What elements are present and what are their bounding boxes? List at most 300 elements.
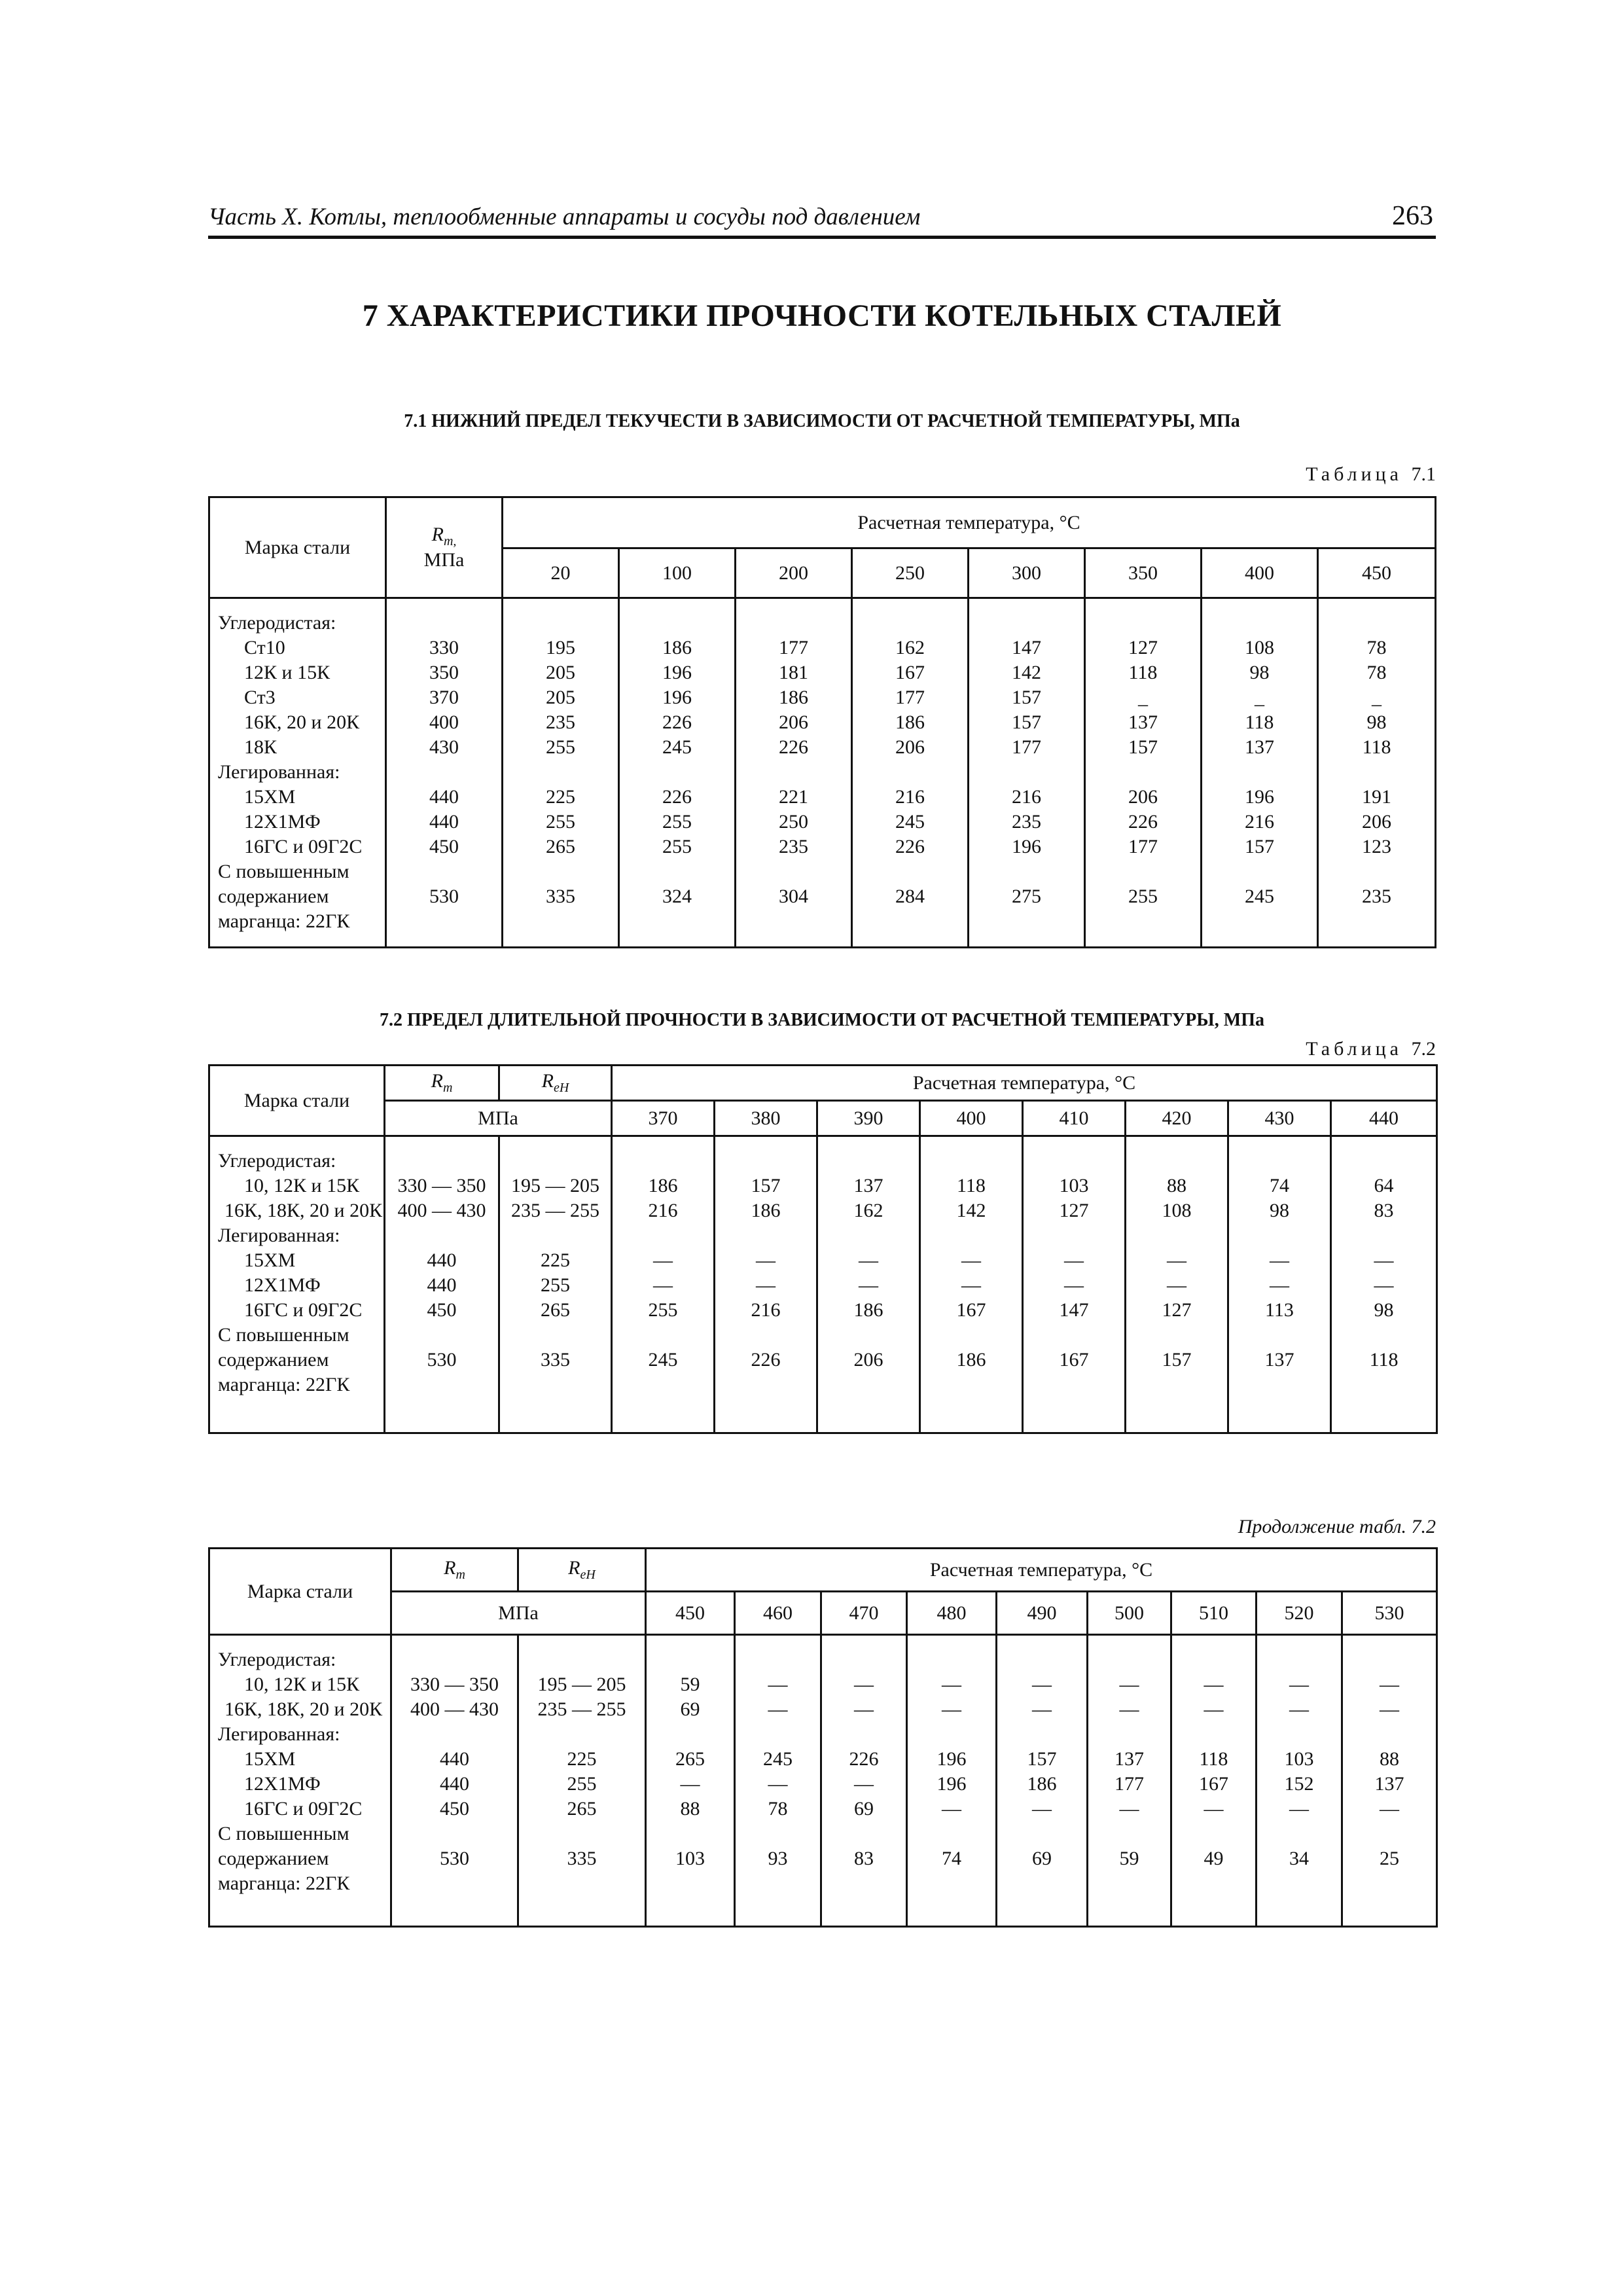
table-cell bbox=[736, 1871, 820, 1896]
steel-name: С повышенным bbox=[218, 861, 349, 882]
table-cell: 98 bbox=[1366, 711, 1387, 733]
steel-name: Легированная: bbox=[218, 1225, 340, 1246]
temperature-header: 370 bbox=[612, 1101, 715, 1136]
temperature-header: 470 bbox=[821, 1592, 907, 1635]
table-cell: 245 bbox=[763, 1748, 793, 1770]
table-cell: 440 bbox=[440, 1773, 469, 1795]
steel-name: 15ХМ bbox=[244, 1748, 296, 1770]
table-cell bbox=[853, 859, 967, 884]
table-cell bbox=[1024, 1223, 1124, 1248]
table-cell bbox=[1332, 1372, 1436, 1397]
table-cell: 69 bbox=[680, 1698, 700, 1720]
table-cell bbox=[500, 1149, 611, 1174]
running-header bbox=[208, 195, 1436, 239]
table-cell: 216 bbox=[1245, 811, 1274, 833]
table-cell: — bbox=[768, 1698, 788, 1720]
table-cell bbox=[647, 1821, 734, 1846]
temperature-header: 350 bbox=[1085, 548, 1202, 598]
table-cell bbox=[1202, 611, 1317, 636]
steel-name: содержанием bbox=[218, 1349, 329, 1371]
table-cell bbox=[647, 1722, 734, 1747]
table-cell: — bbox=[1289, 1698, 1309, 1720]
table-cell: 34 bbox=[1289, 1848, 1309, 1869]
table-cell: 137 bbox=[1115, 1748, 1144, 1770]
table-cell: 186 bbox=[751, 1200, 781, 1221]
col-header-reh bbox=[518, 1549, 646, 1592]
table-cell: 78 bbox=[1366, 662, 1387, 683]
table-cell bbox=[519, 1871, 645, 1896]
table-cell: 530 bbox=[440, 1848, 469, 1869]
table-cell: 118 bbox=[1245, 711, 1274, 733]
table-cell: 147 bbox=[1059, 1299, 1089, 1321]
table-cell bbox=[387, 909, 501, 934]
table-cell: 196 bbox=[1245, 786, 1274, 808]
table-cell: 206 bbox=[1128, 786, 1158, 808]
table-cell: 196 bbox=[662, 687, 692, 708]
table-cell bbox=[392, 1647, 517, 1672]
steel-name: 16ГС и 09Г2С bbox=[244, 1798, 363, 1820]
values-t-300 bbox=[969, 598, 1085, 948]
table-cell: — bbox=[859, 1274, 878, 1296]
table-cell bbox=[1086, 611, 1200, 636]
table-cell: 245 bbox=[648, 1349, 678, 1371]
table-cell bbox=[736, 909, 851, 934]
steel-name: 15ХМ bbox=[244, 786, 296, 808]
temperature-header: 390 bbox=[817, 1101, 920, 1136]
table-cell: — bbox=[1032, 1698, 1052, 1720]
table-cell bbox=[997, 1821, 1086, 1846]
table-cell bbox=[613, 1372, 713, 1397]
table-cell: 88 bbox=[1167, 1175, 1186, 1196]
table-cell: 235 bbox=[1012, 811, 1041, 833]
table-cell: 142 bbox=[956, 1200, 986, 1221]
table-cell: 400 — 430 bbox=[397, 1200, 486, 1221]
table-cell bbox=[1126, 1323, 1227, 1348]
values-t-530 bbox=[1342, 1635, 1437, 1927]
values-t-500 bbox=[1088, 1635, 1171, 1927]
steel-name: 16К, 20 и 20К bbox=[244, 711, 360, 733]
temperature-header: 500 bbox=[1088, 1592, 1171, 1635]
steel-names bbox=[209, 1136, 385, 1433]
table-cell bbox=[392, 1821, 517, 1846]
table-cell bbox=[620, 611, 734, 636]
table-cell: 304 bbox=[779, 886, 808, 907]
steel-name: Углеродистая: bbox=[218, 1649, 336, 1670]
steel-name: 10, 12К и 15К bbox=[244, 1175, 360, 1196]
table-cell bbox=[1088, 1647, 1170, 1672]
steel-name: 16ГС и 09Г2С bbox=[244, 836, 363, 857]
steel-name: 15ХМ bbox=[244, 1249, 296, 1271]
table-cell: 284 bbox=[895, 886, 925, 907]
values-t-380 bbox=[715, 1136, 817, 1433]
values-t-420 bbox=[1126, 1136, 1228, 1433]
table-cell: 177 bbox=[895, 687, 925, 708]
steel-name: марганца: 22ГК bbox=[218, 1873, 350, 1894]
table-cell bbox=[1172, 1722, 1255, 1747]
table-cell: 127 bbox=[1128, 637, 1158, 658]
table-cell: 255 bbox=[662, 811, 692, 833]
col-header-rm bbox=[391, 1549, 518, 1592]
rm-values bbox=[385, 1136, 499, 1433]
table-cell bbox=[1319, 611, 1435, 636]
table-cell: 69 bbox=[1032, 1848, 1052, 1869]
table-cell: 157 bbox=[1162, 1349, 1192, 1371]
steel-name: Ст3 bbox=[244, 687, 276, 708]
table-cell: 225 bbox=[541, 1249, 570, 1271]
table-cell bbox=[613, 1149, 713, 1174]
page-number: 263 bbox=[1392, 201, 1433, 231]
table-cell bbox=[1257, 1647, 1341, 1672]
table-cell: — bbox=[1119, 1798, 1139, 1820]
steel-name: С повышенным bbox=[218, 1324, 349, 1346]
rm-symbol: $R_m$ bbox=[444, 1557, 465, 1582]
data-row bbox=[209, 598, 1436, 948]
table-cell bbox=[503, 909, 618, 934]
values-t-480 bbox=[907, 1635, 997, 1927]
table-cell bbox=[1343, 1821, 1436, 1846]
data-row bbox=[209, 1136, 1437, 1433]
col-header-rm bbox=[386, 497, 503, 598]
table-cell bbox=[385, 1323, 498, 1348]
table-cell bbox=[1319, 859, 1435, 884]
table-7-2 bbox=[208, 1064, 1438, 1434]
table-cell: 186 bbox=[779, 687, 808, 708]
table-cell: _ bbox=[1138, 687, 1148, 708]
table-cell: — bbox=[1374, 1249, 1394, 1271]
table-cell bbox=[1343, 1647, 1436, 1672]
temperature-header: 440 bbox=[1331, 1101, 1437, 1136]
table-cell: — bbox=[942, 1798, 961, 1820]
table-cell: 245 bbox=[1245, 886, 1274, 907]
section-title-7-1: 7.1 НИЖНИЙ ПРЕДЕЛ ТЕКУЧЕСТИ В ЗАВИСИМОСТИ ОТ РАСЧЕТНОЙ ТЕМПЕРАТУРЫ, МПа bbox=[404, 411, 1240, 431]
temperature-header: 450 bbox=[646, 1592, 735, 1635]
steel-name: содержанием bbox=[218, 886, 329, 907]
temperature-header: 510 bbox=[1171, 1592, 1257, 1635]
table-cell: 330 bbox=[429, 637, 459, 658]
table-cell bbox=[853, 760, 967, 785]
table-cell: 235 bbox=[546, 711, 575, 733]
steel-name: 18К bbox=[244, 736, 277, 758]
values-t-460 bbox=[735, 1635, 821, 1927]
table-cell bbox=[997, 1871, 1086, 1896]
table-cell: 88 bbox=[1380, 1748, 1399, 1770]
steel-name: 16ГС и 09Г2С bbox=[244, 1299, 363, 1321]
values-t-350 bbox=[1085, 598, 1202, 948]
table-cell: _ bbox=[1255, 687, 1264, 708]
steel-name: Легированная: bbox=[218, 761, 340, 783]
steel-name: Ст10 bbox=[244, 637, 285, 658]
table-cell: 118 bbox=[957, 1175, 986, 1196]
table-cell: 177 bbox=[1012, 736, 1041, 758]
table-cell bbox=[1343, 1871, 1436, 1896]
table-cell: 186 bbox=[895, 711, 925, 733]
table-cell bbox=[519, 1722, 645, 1747]
table-cell: 245 bbox=[895, 811, 925, 833]
table-cell bbox=[385, 1149, 498, 1174]
table-cell bbox=[715, 1223, 816, 1248]
table-cell: 440 bbox=[429, 786, 459, 808]
table-cell: 195 — 205 bbox=[511, 1175, 599, 1196]
table-cell bbox=[1088, 1871, 1170, 1896]
table-cell: 137 bbox=[853, 1175, 883, 1196]
table-cell: 235 — 255 bbox=[537, 1698, 626, 1720]
temperature-header: 100 bbox=[619, 548, 736, 598]
table-cell: 195 bbox=[546, 637, 575, 658]
table-cell: — bbox=[653, 1274, 673, 1296]
table-cell bbox=[1086, 909, 1200, 934]
table-cell: 191 bbox=[1362, 786, 1391, 808]
table-cell bbox=[1229, 1323, 1330, 1348]
rm-symbol: $R_{m,}$ bbox=[431, 524, 457, 548]
table-cell bbox=[1126, 1372, 1227, 1397]
table-cell bbox=[1202, 909, 1317, 934]
table-cell bbox=[1088, 1821, 1170, 1846]
table-cell: 137 bbox=[1264, 1349, 1294, 1371]
table-cell: 206 bbox=[779, 711, 808, 733]
table-cell: — bbox=[1064, 1274, 1084, 1296]
table-cell: 335 bbox=[541, 1349, 570, 1371]
table-cell: 103 bbox=[1059, 1175, 1089, 1196]
table-cell: 93 bbox=[768, 1848, 788, 1869]
table-cell: 255 bbox=[1128, 886, 1158, 907]
table-cell bbox=[1332, 1149, 1436, 1174]
table-cell: 167 bbox=[1199, 1773, 1228, 1795]
table-cell: 177 bbox=[779, 637, 808, 658]
table-cell: — bbox=[854, 1674, 874, 1695]
table-cell: — bbox=[1167, 1274, 1186, 1296]
temperature-header: 410 bbox=[1023, 1101, 1126, 1136]
table-cell: 103 bbox=[675, 1848, 705, 1869]
table-cell: — bbox=[859, 1249, 878, 1271]
values-t-250 bbox=[852, 598, 969, 948]
table-cell: 103 bbox=[1284, 1748, 1314, 1770]
table-cell: — bbox=[1119, 1674, 1139, 1695]
table-cell: 255 bbox=[567, 1773, 597, 1795]
table-label-7-2 bbox=[1306, 1038, 1436, 1060]
table-label-word: Таблица bbox=[1306, 463, 1402, 485]
table-cell: 147 bbox=[1012, 637, 1041, 658]
table-cell bbox=[921, 1323, 1022, 1348]
table-cell bbox=[997, 1722, 1086, 1747]
section-title-7-2: 7.2 ПРЕДЕЛ ДЛИТЕЛЬНОЙ ПРОЧНОСТИ В ЗАВИСИМОСТИ ОТ РАСЧЕТНОЙ ТЕМПЕРАТУРЫ, МПа bbox=[380, 1010, 1264, 1030]
table-cell: 440 bbox=[429, 811, 459, 833]
running-title: Часть X. Котлы, теплообменные аппараты и сосуды под давлением bbox=[208, 204, 921, 230]
table-cell: 195 — 205 bbox=[537, 1674, 626, 1695]
table-cell bbox=[1257, 1871, 1341, 1896]
table-cell: — bbox=[1204, 1698, 1224, 1720]
table-cell bbox=[818, 1149, 919, 1174]
table-cell bbox=[818, 1223, 919, 1248]
table-cell: — bbox=[1289, 1798, 1309, 1820]
steel-name: 12К и 15К bbox=[244, 662, 330, 683]
temperature-header: 380 bbox=[715, 1101, 817, 1136]
table-cell bbox=[1257, 1722, 1341, 1747]
table-cell: 157 bbox=[1245, 836, 1274, 857]
table-cell: 235 — 255 bbox=[511, 1200, 599, 1221]
table-cell: 83 bbox=[854, 1848, 874, 1869]
table-cell: — bbox=[768, 1773, 788, 1795]
table-cell: 108 bbox=[1245, 637, 1274, 658]
table-cell: 265 bbox=[567, 1798, 597, 1820]
table-cell bbox=[1172, 1821, 1255, 1846]
table-label-number: 7.2 bbox=[1411, 1038, 1436, 1060]
table-cell: 265 bbox=[541, 1299, 570, 1321]
col-header-steel: Марка стали bbox=[209, 497, 386, 598]
table-cell bbox=[1229, 1372, 1330, 1397]
table-cell bbox=[519, 1647, 645, 1672]
table-cell bbox=[818, 1323, 919, 1348]
table-cell bbox=[822, 1821, 906, 1846]
table-cell: 255 bbox=[541, 1274, 570, 1296]
values-t-520 bbox=[1257, 1635, 1342, 1927]
table-cell: 265 bbox=[546, 836, 575, 857]
table-cell: 118 bbox=[1369, 1349, 1399, 1371]
table-cell: 216 bbox=[751, 1299, 781, 1321]
steel-name: 16К, 18К, 20 и 20К bbox=[224, 1200, 383, 1221]
table-cell: 450 bbox=[429, 836, 459, 857]
rm-unit: МПа bbox=[423, 549, 465, 571]
table-cell: 118 bbox=[1199, 1748, 1228, 1770]
values-t-490 bbox=[997, 1635, 1088, 1927]
table-cell: 226 bbox=[662, 786, 692, 808]
temperature-header: 200 bbox=[736, 548, 852, 598]
table-cell: 440 bbox=[440, 1748, 469, 1770]
table-cell bbox=[715, 1149, 816, 1174]
table-cell: 530 bbox=[429, 886, 459, 907]
table-cell: — bbox=[1204, 1674, 1224, 1695]
values-t-100 bbox=[619, 598, 736, 948]
table-cell: 152 bbox=[1284, 1773, 1314, 1795]
table-cell: — bbox=[961, 1249, 981, 1271]
table-cell: 216 bbox=[895, 786, 925, 808]
table-cell: 118 bbox=[1362, 736, 1391, 758]
table-cell: 108 bbox=[1162, 1200, 1192, 1221]
table-cell: 330 — 350 bbox=[410, 1674, 499, 1695]
table-cell: 162 bbox=[853, 1200, 883, 1221]
table-cell bbox=[503, 760, 618, 785]
steel-name: марганца: 22ГК bbox=[218, 1374, 350, 1395]
table-cell: 400 bbox=[429, 711, 459, 733]
table-cell: 275 bbox=[1012, 886, 1041, 907]
table-cell: 226 bbox=[662, 711, 692, 733]
temperature-header: 420 bbox=[1126, 1101, 1228, 1136]
table-cell: 123 bbox=[1362, 836, 1391, 857]
table-cell: — bbox=[1380, 1798, 1399, 1820]
table-cell: — bbox=[942, 1698, 961, 1720]
table-cell: 49 bbox=[1204, 1848, 1224, 1869]
table-cell: 98 bbox=[1374, 1299, 1394, 1321]
temperature-header: 460 bbox=[735, 1592, 821, 1635]
table-cell: — bbox=[1270, 1249, 1289, 1271]
table-cell bbox=[500, 1223, 611, 1248]
table-cell: 196 bbox=[662, 662, 692, 683]
table-cell: 98 bbox=[1249, 662, 1270, 683]
table-cell bbox=[822, 1647, 906, 1672]
table-cell bbox=[908, 1647, 995, 1672]
steel-name: 10, 12К и 15К bbox=[244, 1674, 360, 1695]
table-cell bbox=[500, 1372, 611, 1397]
table-cell: 235 bbox=[779, 836, 808, 857]
table-cell bbox=[385, 1372, 498, 1397]
table-cell bbox=[969, 859, 1084, 884]
table-cell: 400 — 430 bbox=[410, 1698, 499, 1720]
table-cell: 324 bbox=[662, 886, 692, 907]
table-cell: 226 bbox=[751, 1349, 781, 1371]
table-cell: 177 bbox=[1128, 836, 1158, 857]
table-cell bbox=[1229, 1223, 1330, 1248]
table-label-number: 7.1 bbox=[1411, 463, 1436, 485]
values-t-400 bbox=[1202, 598, 1318, 948]
table-cell: — bbox=[768, 1674, 788, 1695]
table-cell: 88 bbox=[680, 1798, 700, 1820]
table-cell: 221 bbox=[779, 786, 808, 808]
table-cell bbox=[997, 1647, 1086, 1672]
table-cell bbox=[519, 1821, 645, 1846]
table-cell bbox=[500, 1323, 611, 1348]
table-cell bbox=[1319, 909, 1435, 934]
table-cell bbox=[969, 611, 1084, 636]
table-cell bbox=[921, 1223, 1022, 1248]
table-cell: 226 bbox=[895, 836, 925, 857]
table-cell bbox=[503, 859, 618, 884]
table-cell bbox=[818, 1372, 919, 1397]
table-7-1 bbox=[208, 496, 1436, 948]
table-cell: 235 bbox=[1362, 886, 1391, 907]
table-cell bbox=[387, 611, 501, 636]
table-cell bbox=[1024, 1372, 1124, 1397]
table-cell bbox=[1202, 760, 1317, 785]
table-cell: 74 bbox=[1270, 1175, 1289, 1196]
table-cell bbox=[1172, 1871, 1255, 1896]
table-cell bbox=[1086, 859, 1200, 884]
temperature-header: 520 bbox=[1257, 1592, 1342, 1635]
table-cell: 245 bbox=[662, 736, 692, 758]
table-cell: 226 bbox=[779, 736, 808, 758]
table-cell bbox=[908, 1871, 995, 1896]
table-cell: 64 bbox=[1374, 1175, 1394, 1196]
table-cell bbox=[1202, 859, 1317, 884]
table-cell bbox=[1257, 1821, 1341, 1846]
table-cell: 167 bbox=[956, 1299, 986, 1321]
table-cell: 186 bbox=[956, 1349, 986, 1371]
table-cell bbox=[736, 1821, 820, 1846]
table-label-word: Таблица bbox=[1306, 1038, 1402, 1060]
table-cell: 157 bbox=[1012, 711, 1041, 733]
table-cell bbox=[1319, 760, 1435, 785]
values-t-450 bbox=[646, 1635, 735, 1927]
table-cell: — bbox=[1380, 1674, 1399, 1695]
table-cell: 162 bbox=[895, 637, 925, 658]
table-cell bbox=[620, 909, 734, 934]
temperature-header: 400 bbox=[920, 1101, 1023, 1136]
table-cell bbox=[1343, 1722, 1436, 1747]
table-cell bbox=[503, 611, 618, 636]
table-cell: 205 bbox=[546, 662, 575, 683]
temperature-header: 250 bbox=[852, 548, 969, 598]
table-cell: 25 bbox=[1380, 1848, 1399, 1869]
table-cell bbox=[921, 1372, 1022, 1397]
chapter-title: 7 ХАРАКТЕРИСТИКИ ПРОЧНОСТИ КОТЕЛЬНЫХ СТАЛЕЙ bbox=[362, 298, 1282, 333]
table-cell: 78 bbox=[1366, 637, 1387, 658]
table-cell bbox=[853, 611, 967, 636]
table-cell: 137 bbox=[1245, 736, 1274, 758]
steel-name: Легированная: bbox=[218, 1723, 340, 1745]
table-cell: 69 bbox=[854, 1798, 874, 1820]
table-cell: 196 bbox=[936, 1748, 967, 1770]
table-cell: — bbox=[854, 1698, 874, 1720]
table-cell bbox=[620, 760, 734, 785]
table-cell bbox=[620, 859, 734, 884]
